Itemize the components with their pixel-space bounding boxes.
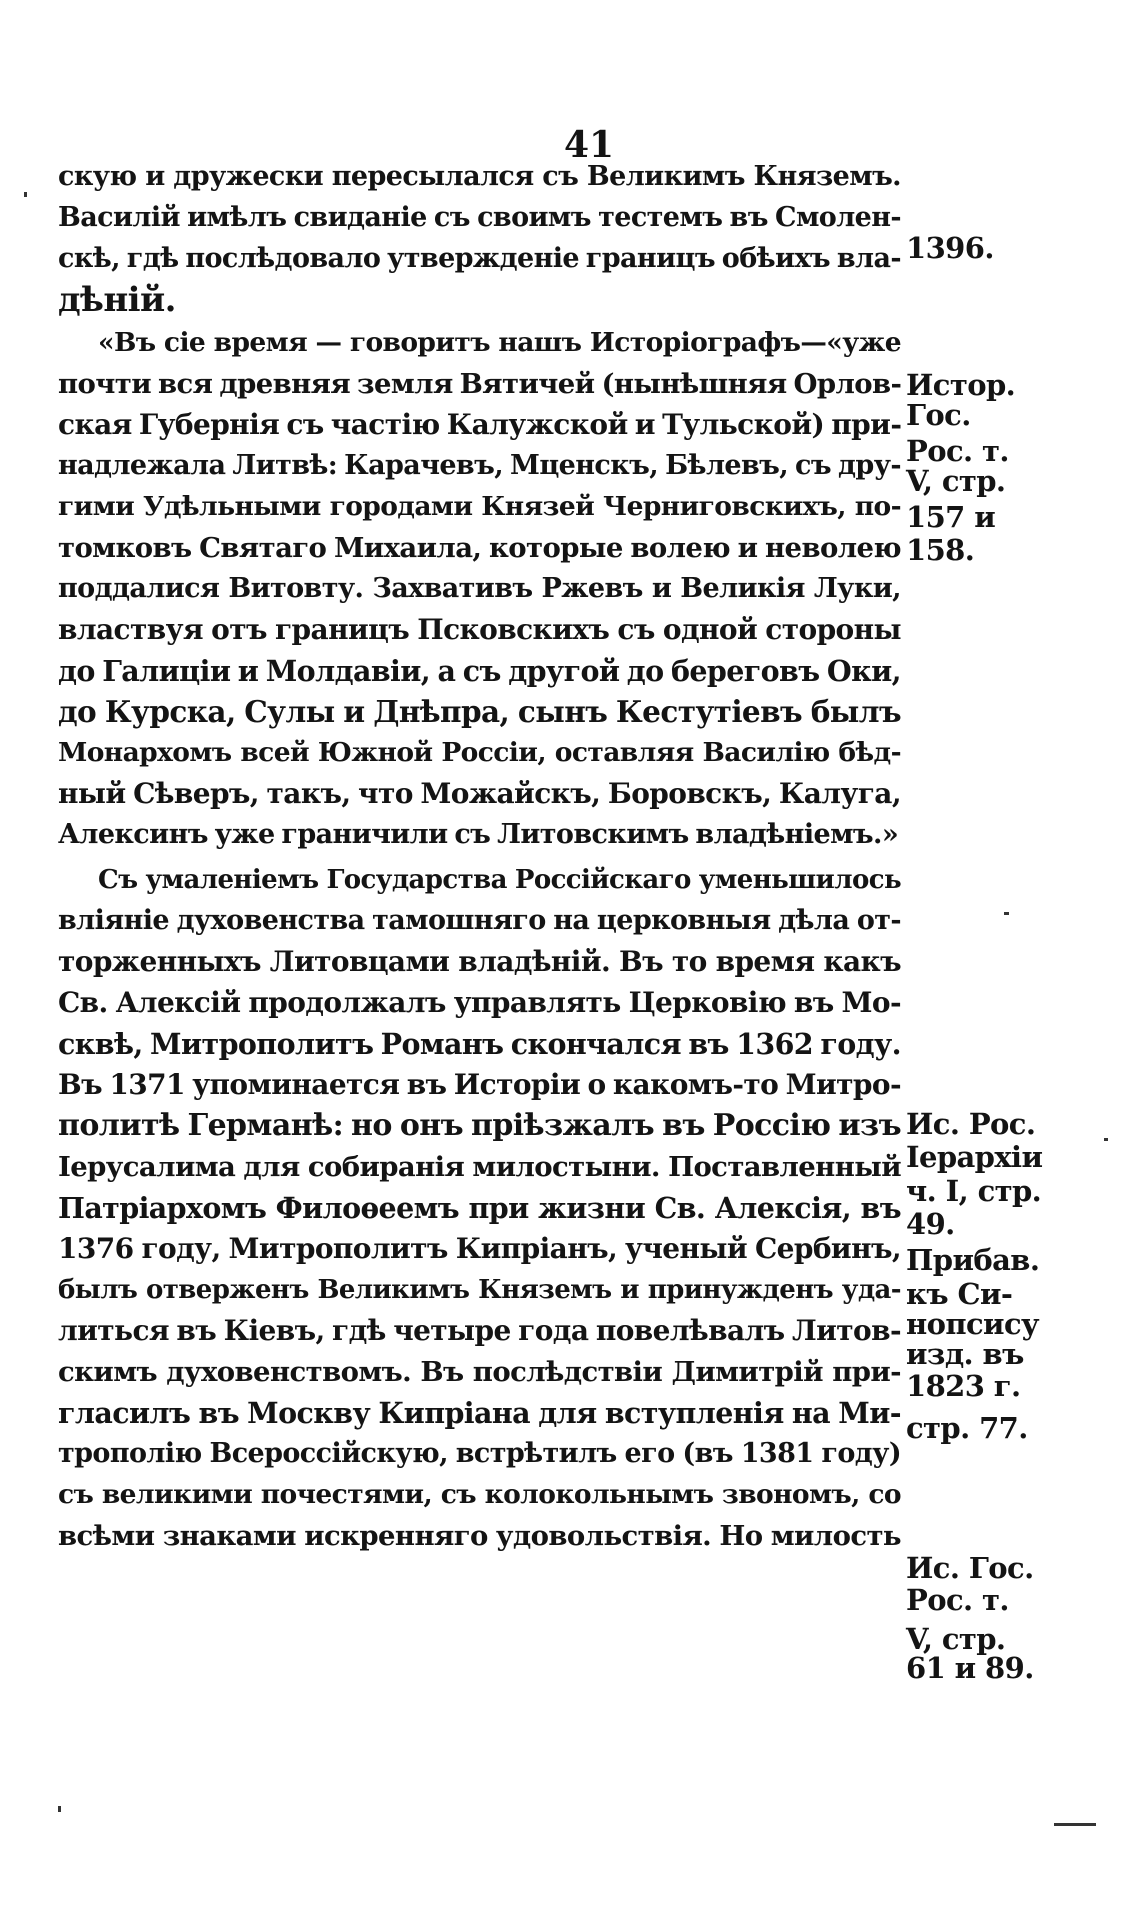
text-line: Св. Алексій продолжалъ управлять Церковію въ Мо- (58, 986, 901, 1019)
text-line: надлежала Литвѣ: Карачевъ, Мценскъ, Бѣлевъ, съ дру- (58, 450, 901, 481)
margin-note: Рос. т. (906, 1583, 1009, 1617)
ink-speck (24, 192, 27, 197)
margin-note: Ис. Гос. (906, 1551, 1034, 1585)
text-line: съ великими почестями, съ колокольнымъ звономъ, со (58, 1479, 901, 1510)
margin-note: Прибав. (906, 1243, 1040, 1277)
text-line: политѣ Германѣ: но онъ пріѣзжалъ въ Россію изъ (58, 1108, 901, 1143)
text-line: скую и дружески пересылался съ Великимъ Княземъ. (58, 161, 901, 192)
ink-speck (1004, 912, 1009, 915)
margin-note: Гос. (906, 398, 971, 432)
ink-speck (1054, 1823, 1096, 1826)
text-line: трополію Всероссійскую, встрѣтилъ его (въ 1381 году) (58, 1438, 901, 1469)
text-line: до Галиціи и Молдавіи, а съ другой до береговъ Оки, (58, 654, 901, 688)
text-line: Патріархомъ Филоѳеемъ при жизни Св. Алексія, въ (58, 1191, 901, 1225)
text-line: всѣми знаками искренняго удовольствія. Но милость (58, 1520, 901, 1552)
text-line: Съ умаленіемъ Государства Россійскаго уменьшилось (98, 865, 901, 895)
margin-note: Рос. т. (906, 434, 1009, 468)
margin-note: 49. (906, 1207, 955, 1241)
text-line: властвуя отъ границъ Псковскихъ съ одной стороны (58, 613, 901, 646)
margin-note: 61 и 89. (906, 1651, 1034, 1685)
text-line: Въ 1371 упоминается въ Исторіи о какомъ-то Митро- (58, 1068, 901, 1101)
margin-note: нопсису (906, 1307, 1039, 1341)
margin-note: ч. I, стр. (906, 1174, 1042, 1208)
text-line: былъ отверженъ Великимъ Княземъ и принужденъ уда- (58, 1275, 901, 1305)
text-line: Іерусалима для собиранія милостыни. Поставленный (58, 1151, 901, 1183)
margin-note: Іерархіи (906, 1140, 1043, 1174)
text-line: томковъ Святаго Михаила, которые волею и неволею (58, 532, 901, 564)
text-line: сквѣ, Митрополитъ Романъ скончался въ 1362 году. (58, 1027, 901, 1061)
text-line: ный Сѣверъ, такъ, что Можайскъ, Боровскъ, Калуга, (58, 777, 901, 810)
text-line: скимъ духовенствомъ. Въ послѣдствіи Димитрій при- (58, 1356, 901, 1388)
text-line: «Въ сіе время — говоритъ нашъ Исторіографъ—«уже (98, 327, 901, 358)
text-line: поддалися Витовту. Захвативъ Ржевъ и Великія Луки, (58, 573, 901, 604)
margin-note: Ис. Рос. (906, 1107, 1036, 1141)
text-line: Василій имѣлъ свиданіе съ своимъ тестемъ въ Смолен- (58, 202, 901, 233)
text-line: Алексинъ уже граничили съ Литовскимъ владѣніемъ.» (58, 819, 899, 850)
margin-note: 1823 г. (906, 1369, 1021, 1403)
ink-speck (58, 1806, 61, 1812)
margin-note: 157 и (906, 500, 996, 534)
text-line: гими Удѣльными городами Князей Черниговскихъ, по- (58, 491, 901, 522)
margin-note: 158. (906, 533, 975, 567)
margin-note: къ Си- (906, 1277, 1013, 1311)
text-line: гласилъ въ Москву Кипріана для вступленія на Ми- (58, 1396, 901, 1430)
ink-speck (1104, 1138, 1108, 1141)
text-line: скѣ, гдѣ послѣдовало утвержденіе границъ обѣихъ вла- (58, 243, 901, 274)
margin-note: V, стр. (906, 464, 1006, 498)
text-line: вліяніе духовенства тамошняго на церковныя дѣла от- (58, 905, 901, 936)
text-line: почти вся древняя земля Вятичей (нынѣшняя Орлов- (58, 368, 902, 400)
text-line: 1376 году, Митрополитъ Кипріанъ, ученый Сербинъ, (58, 1232, 901, 1265)
text-line: до Курска, Сулы и Днѣпра, сынъ Кестутіевъ былъ (58, 694, 901, 729)
margin-note: стр. 77. (906, 1411, 1028, 1445)
text-line: ская Губернія съ частію Калужской и Тульской) при- (58, 408, 902, 441)
margin-note: 1396. (906, 231, 994, 265)
margin-note: V, стр. (906, 1622, 1006, 1656)
text-line: дѣній. (58, 280, 176, 320)
text-line: торженныхъ Литовцами владѣній. Въ то время какъ (58, 945, 901, 978)
margin-note: изд. въ (906, 1337, 1024, 1371)
page-number: 41 (563, 124, 615, 166)
text-line: Монархомъ всей Южной Россіи, оставляя Василію бѣд- (58, 737, 901, 768)
text-line: литься въ Кіевъ, гдѣ четыре года повелѣвалъ Литов- (58, 1314, 901, 1347)
margin-note: Истор. (906, 368, 1016, 402)
